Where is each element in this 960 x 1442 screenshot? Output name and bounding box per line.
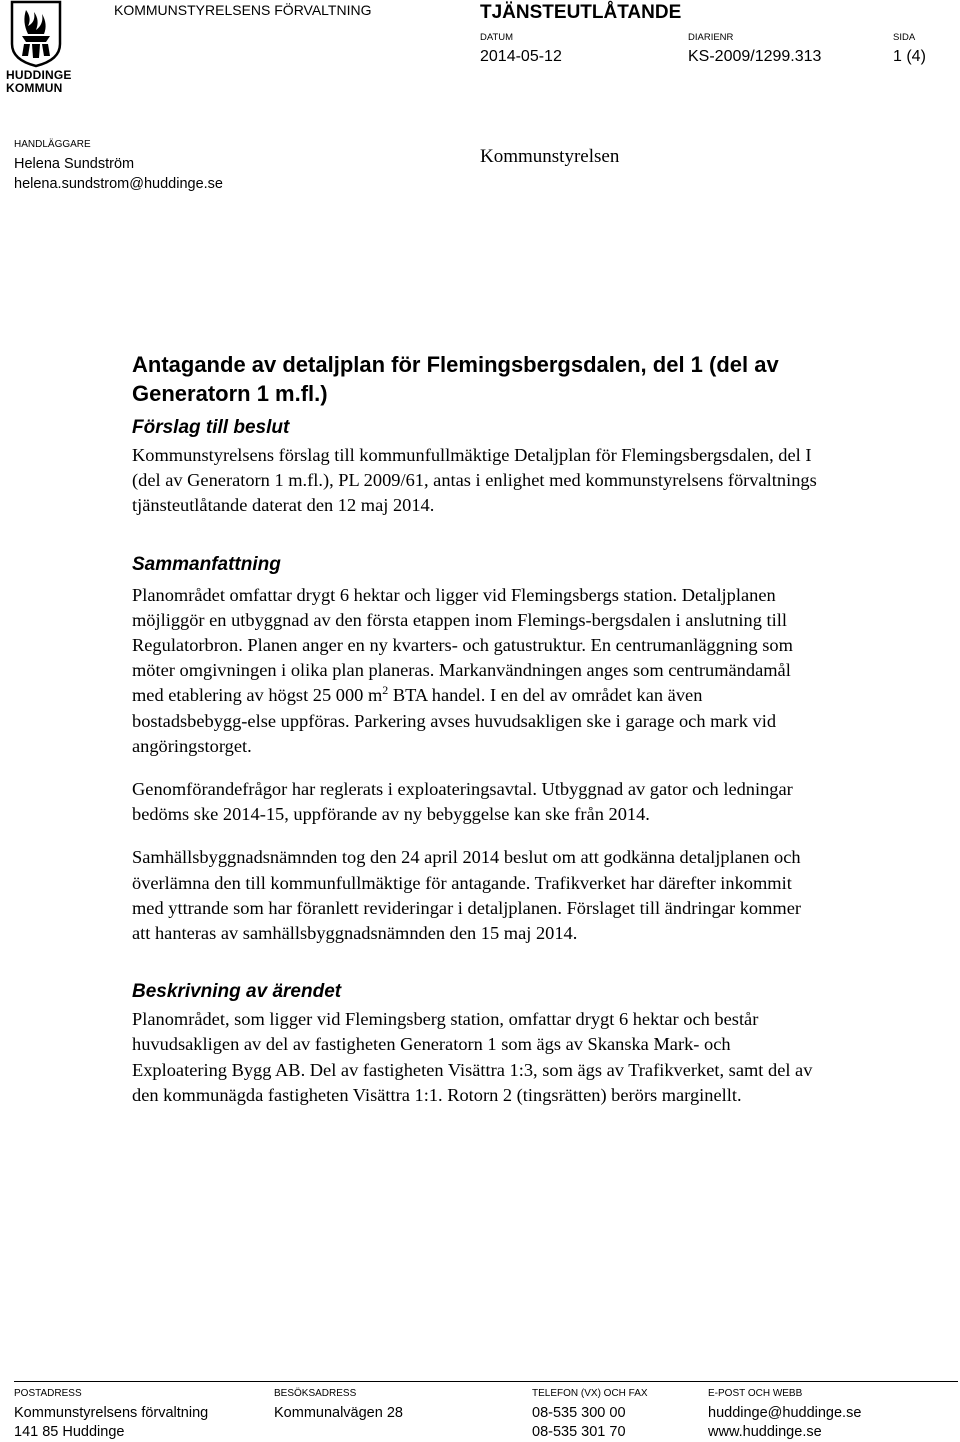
summary-heading: Sammanfattning [132, 553, 281, 575]
footer-phone-line1: 08-535 300 00 [532, 1405, 626, 1421]
decision-heading: Förslag till beslut [132, 417, 290, 438]
footer-fax-line: 08-535 301 70 [532, 1424, 626, 1440]
organization-name: KOMMUNSTYRELSENS FÖRVALTNING [114, 2, 372, 18]
document-body [132, 350, 822, 1108]
summary-p1-superscript: 2 [382, 683, 389, 698]
description-heading: Beskrivning av ärendet [132, 981, 342, 1003]
diarie-label: DIARIENR [688, 32, 734, 43]
page-number: 1 (4) [893, 48, 926, 65]
summary-paragraph-3: Samhällsbyggnadsnämnden tog den 24 april 2014 beslut om att godkänna detaljplanen och överlämna den till kommunfullmäktige för antagande. Trafikverket har därefter inkommit med yttrande som har föranlett revideringar i detaljplanen. Förslaget till ändringar kommer att hanteras av samhällsbyggnadsnämnden den 15 maj 2014. [132, 847, 801, 944]
footer-visit-label: BESÖKSADRESS [274, 1388, 357, 1399]
summary-paragraph-2: Genomförandefrågor har reglerats i exploateringsavtal. Utbyggnad av gator och ledningar bedöms ske 2014-15, uppförande av ny bebyggelse kan ske från 2014. [132, 779, 793, 825]
logo-text-line2: KOMMUN [6, 81, 63, 95]
description-paragraph-1: Planområdet, som ligger vid Flemingsberg station, omfattar drygt 6 hektar och består huvudsakligen av del av fastigheten Generatorn 1 som ägs av Skanska Mark- och Exploatering Bygg AB. Del av fastigheten Visättra 1:3, som ägs av Trafikverket, samt del av den kommunägda fastigheten Visättra 1:1. Rotorn 2 (tingsrätten) berörs marginellt. [132, 1009, 813, 1105]
summary-p1-text-end: BTA handel. I en del av området kan även bostadsbebygg-else uppföras. Parkering avses huvudsakligen ske i garage och mark vid angöringstorget. [132, 685, 777, 756]
diarie-value: KS-2009/1299.313 [688, 48, 822, 65]
handler-email[interactable]: helena.sundstrom@huddinge.se [14, 176, 223, 192]
logo-text-line1: HUDDINGE [6, 68, 72, 82]
document-title: Antagande av detaljplan för Flemingsbergsdalen, del 1 (del av Generatorn 1 m.fl.) [132, 352, 779, 406]
summary-paragraph-1 [132, 583, 822, 759]
footer-phone-label: TELEFON (VX) OCH FAX [532, 1388, 648, 1399]
decision-text: Kommunstyrelsens förslag till kommunfullmäktige Detaljplan för Flemingsbergsdalen, del I (del av Generatorn 1 m.fl.), PL 2009/61, antas i enlighet med kommunstyrelsens förvaltnings tjänsteutlåtande daterat den 12 maj 2014. [132, 445, 817, 516]
footer-web-label: E-POST OCH WEBB [708, 1388, 803, 1399]
summary-p1-text: Planområdet omfattar drygt 6 hektar och ligger vid Flemingsbergs station. Detaljplanen möjliggör en utbyggnad av den första etappen inom Flemings-bergsdalen i anslutning till Regulatorbron. Planen anger en ny kvarters- och gatustruktur. En centrumanläggning som möter omgivningen i olika plan planeras. Markanvändningen anges som centrumändamål med etablering av högst 25 000 m [132, 584, 793, 706]
page-label: SIDA [893, 32, 916, 43]
municipal-crest-icon [6, 0, 66, 68]
date-value: 2014-05-12 [480, 48, 562, 65]
date-label: DATUM [480, 32, 514, 43]
footer-postal-line2: 141 85 Huddinge [14, 1424, 125, 1440]
footer-postal-line1: Kommunstyrelsens förvaltning [14, 1405, 209, 1421]
handler-label: HANDLÄGGARE [14, 139, 91, 150]
footer-visit-line1: Kommunalvägen 28 [274, 1405, 403, 1421]
footer-email-link[interactable]: huddinge@huddinge.se [708, 1405, 862, 1421]
document-type: TJÄNSTEUTLÅTANDE [480, 2, 682, 23]
recipient: Kommunstyrelsen [480, 146, 620, 167]
footer-web-link[interactable]: www.huddinge.se [708, 1424, 822, 1440]
footer-divider [14, 1381, 958, 1382]
footer-postal-label: POSTADRESS [14, 1388, 82, 1399]
handler-name: Helena Sundström [14, 156, 135, 172]
huddinge-logo [6, 0, 70, 104]
